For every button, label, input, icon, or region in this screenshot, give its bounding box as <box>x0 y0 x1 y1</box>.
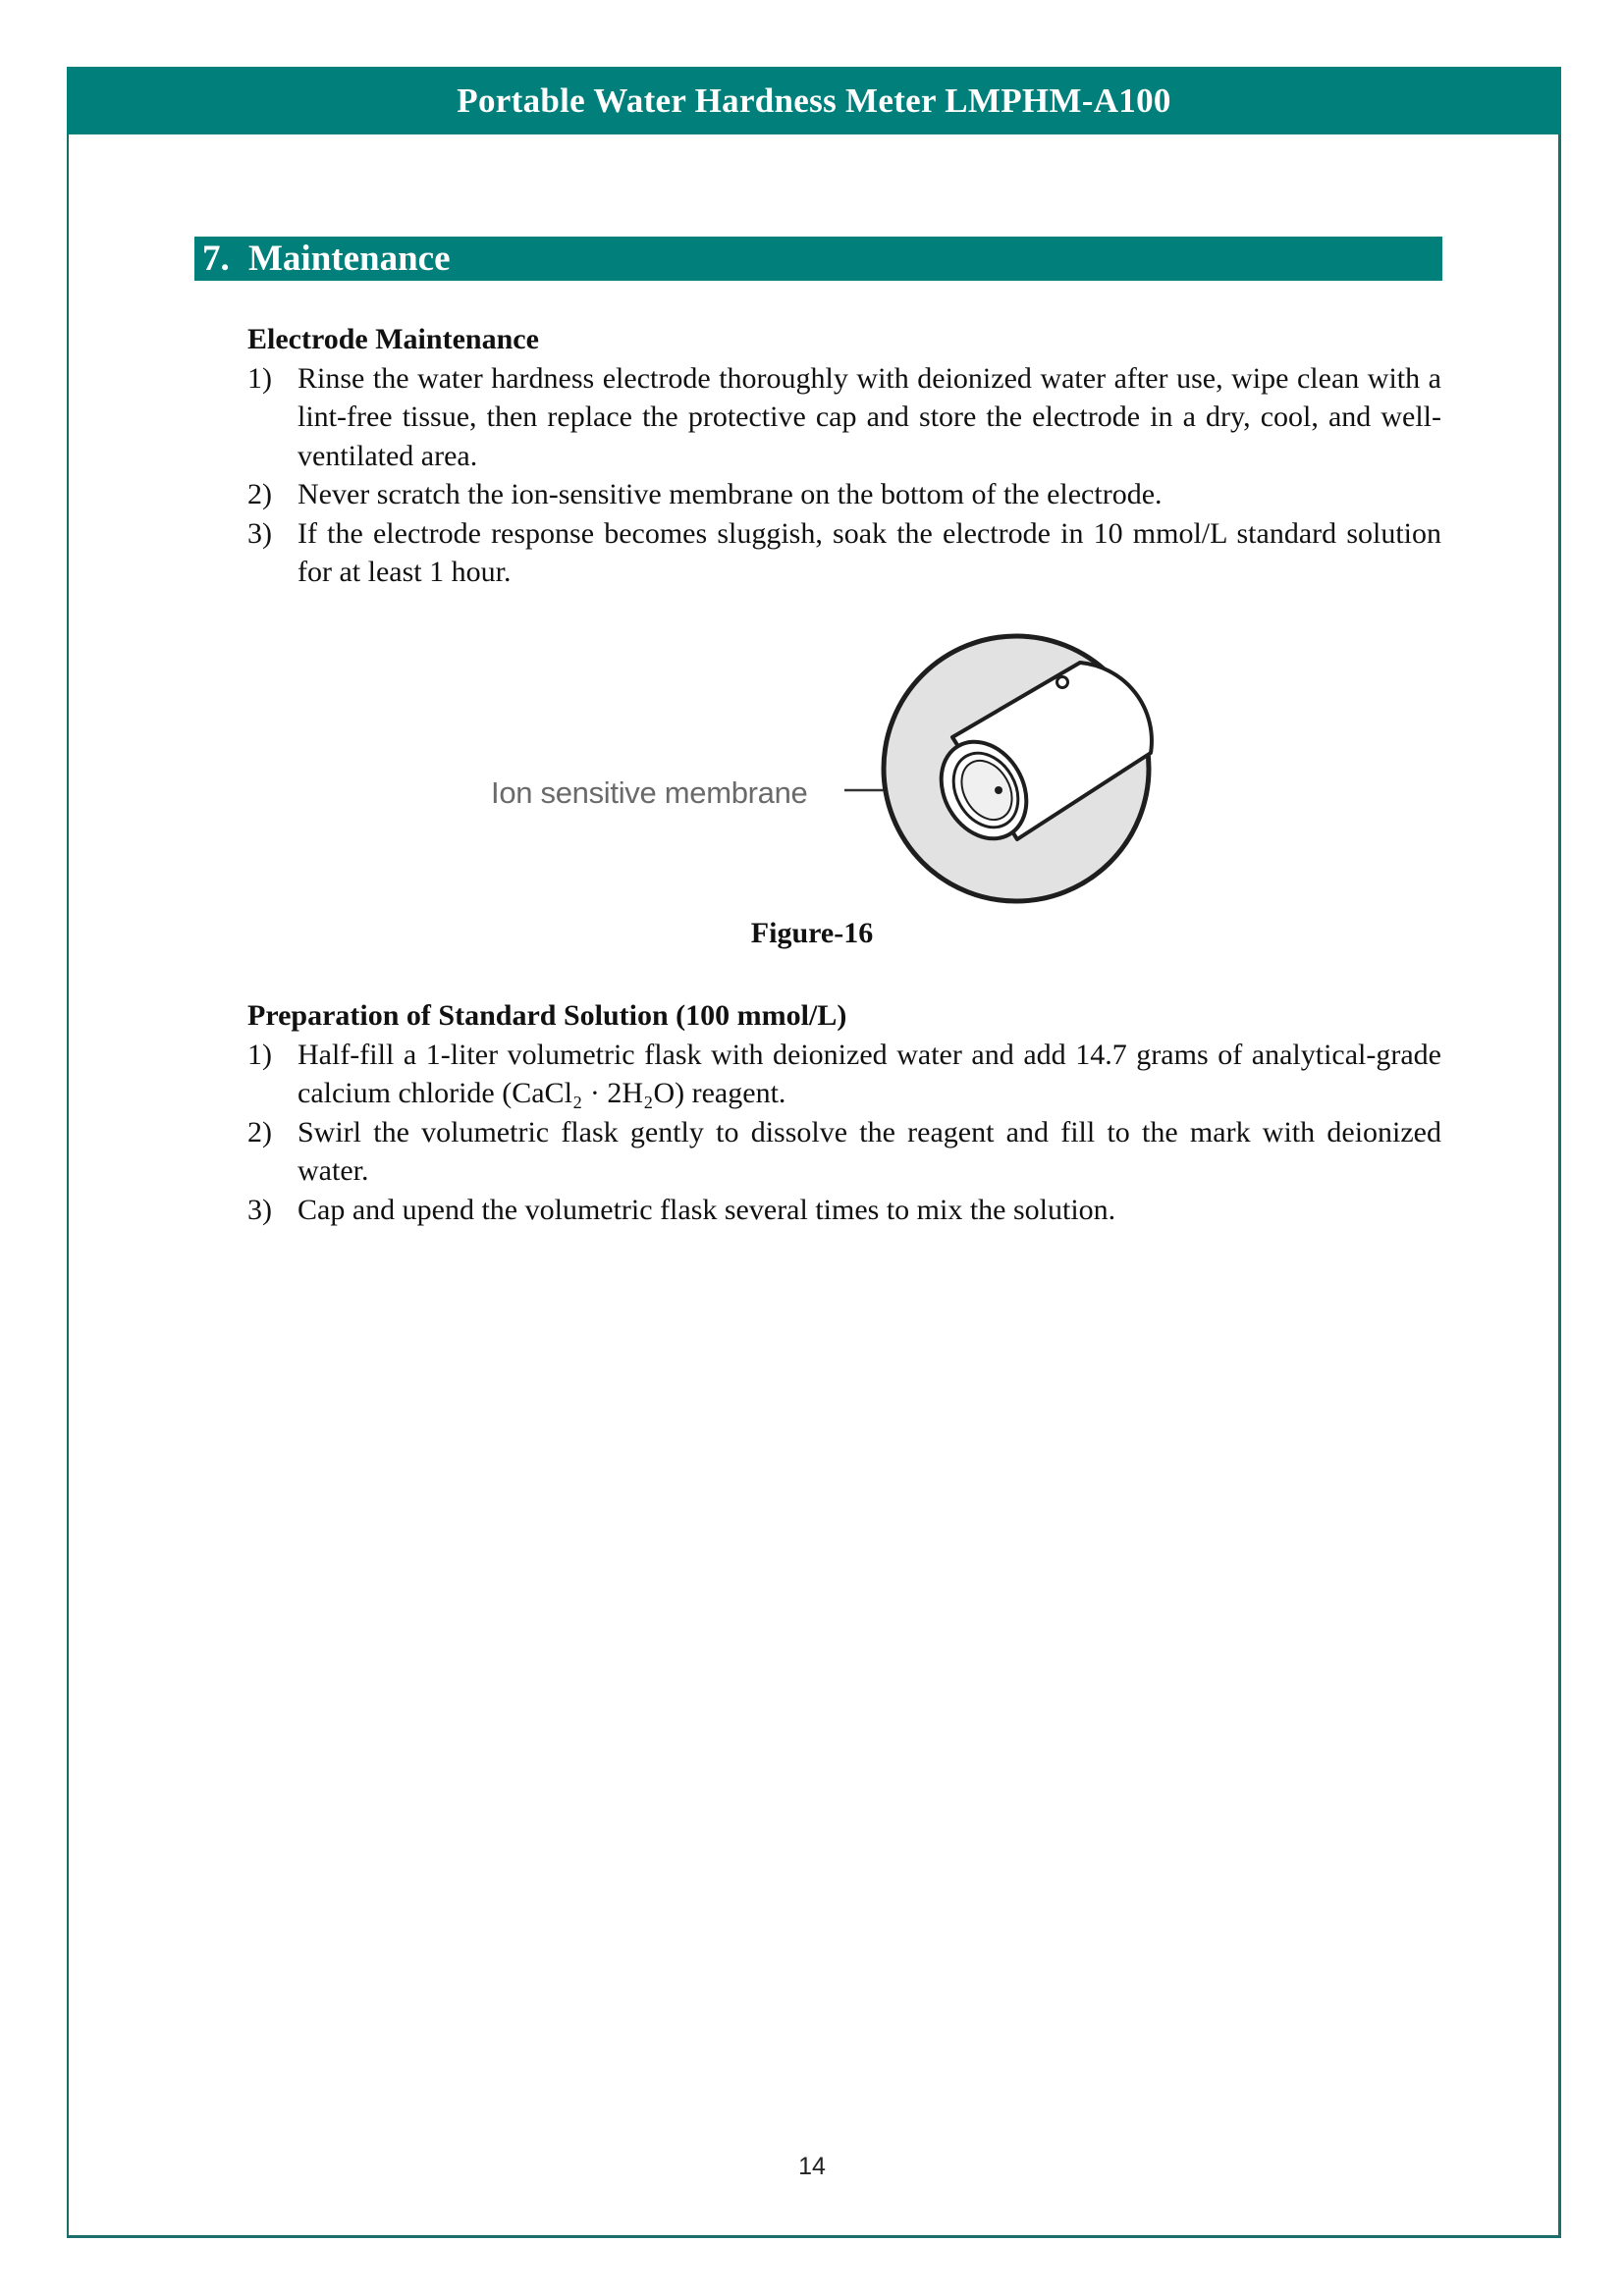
list-item <box>247 1113 1441 1191</box>
list-marker: 1) <box>247 1038 272 1071</box>
list-item <box>247 475 1441 514</box>
standard-solution-heading: Preparation of Standard Solution (100 mmol/L) <box>247 999 847 1032</box>
page-number: 14 <box>798 2153 826 2180</box>
list-marker: 2) <box>247 1115 272 1148</box>
section-heading <box>194 238 451 280</box>
document-header <box>67 67 1561 134</box>
list-item <box>247 514 1441 592</box>
membrane-label: Ion sensitive membrane <box>491 775 808 810</box>
electrode-maintenance-heading: Electrode Maintenance <box>247 323 539 355</box>
electrode-maintenance-block <box>247 320 1441 592</box>
section-heading-bar <box>194 237 1442 281</box>
list-item-text: Rinse the water hardness electrode thoroughly with deionized water after use, wipe clean with a lint-free tissue, then replace the protective cap and store the electrode in a dry, cool, and well-ventilated area. <box>298 361 1441 472</box>
figure-caption: Figure-16 <box>750 917 874 949</box>
document-title: Portable Water Hardness Meter LMPHM-A100 <box>457 80 1171 120</box>
list-item <box>247 1036 1441 1113</box>
list-item <box>247 1191 1441 1230</box>
section-title: Maintenance <box>248 239 451 279</box>
electrode-vent-hole <box>1057 677 1068 688</box>
section-number: 7. <box>202 239 230 279</box>
list-item-text: Swirl the volumetric flask gently to dissolve the reagent and fill to the mark with deionized water. <box>298 1115 1441 1187</box>
electrode-maintenance-list <box>247 359 1441 592</box>
list-item <box>247 359 1441 476</box>
list-marker: 1) <box>247 361 272 395</box>
list-item-text: Never scratch the ion-sensitive membrane on the bottom of the electrode. <box>298 478 1163 510</box>
list-marker: 2) <box>247 478 272 510</box>
list-item-text: If the electrode response becomes sluggish, soak the electrode in 10 mmol/L standard solution for at least 1 hour. <box>298 516 1441 588</box>
list-marker: 3) <box>247 516 272 550</box>
electrode-tip-illustration <box>481 633 1159 918</box>
list-item-text: Cap and upend the volumetric flask several times to mix the solution. <box>298 1193 1116 1226</box>
list-marker: 3) <box>247 1193 272 1226</box>
standard-solution-block <box>247 996 1441 1229</box>
list-item-text: Half-fill a 1-liter volumetric flask with deionized water and add 14.7 grams of analytical-grade calcium chloride (CaCl₂ · 2H₂O) reagent. <box>298 1038 1441 1109</box>
standard-solution-list <box>247 1036 1441 1230</box>
membrane-pointer-dot <box>995 786 1002 794</box>
